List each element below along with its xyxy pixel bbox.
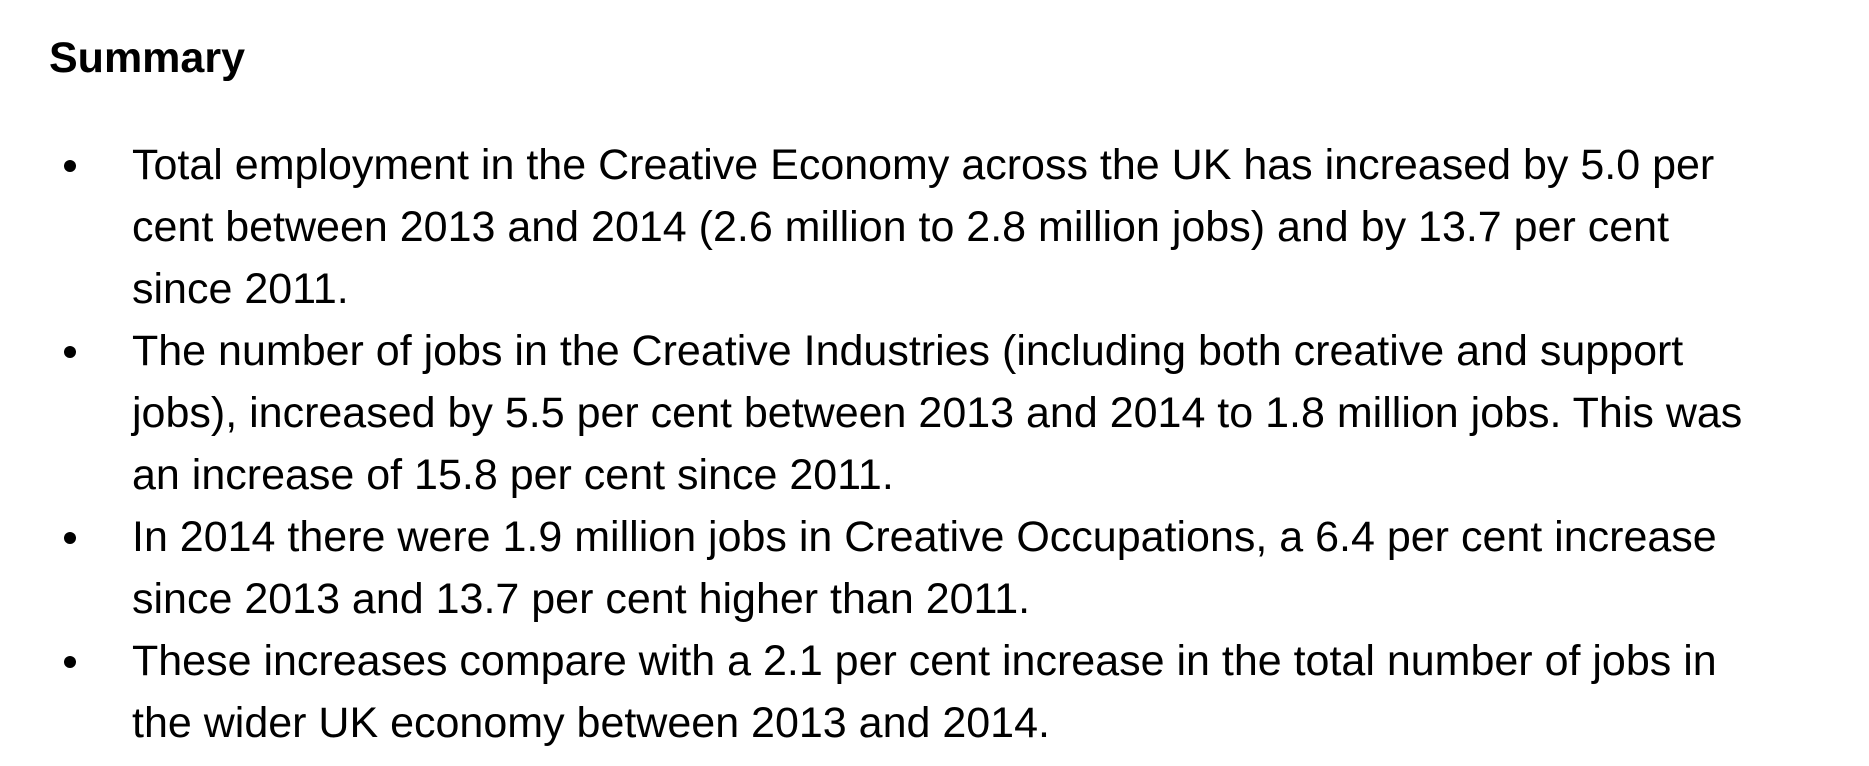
bullet-text-line: The number of jobs in the Creative Industries (including both creative and support	[132, 327, 1684, 375]
bullet-point-icon	[64, 532, 76, 544]
bullet-text-line: since 2011.	[132, 265, 349, 313]
bullet-text-line: In 2014 there were 1.9 million jobs in Creative Occupations, a 6.4 per cent increase	[132, 513, 1717, 561]
bullet-text-line: since 2013 and 13.7 per cent higher than 2011.	[132, 575, 1031, 623]
bullet-item-wider-economy	[0, 630, 1869, 754]
bullet-item-creative-industries	[0, 320, 1869, 506]
bullet-point-icon	[64, 656, 76, 668]
summary-bullet-list	[0, 134, 1869, 754]
summary-heading: Summary	[49, 34, 245, 82]
bullet-item-creative-occupations	[0, 506, 1869, 630]
bullet-item-employment	[0, 134, 1869, 320]
bullet-text-line: jobs), increased by 5.5 per cent between 2013 and 2014 to 1.8 million jobs. This was	[132, 389, 1743, 437]
bullet-text-line: cent between 2013 and 2014 (2.6 million to 2.8 million jobs) and by 13.7 per cent	[132, 203, 1670, 251]
bullet-text-line: an increase of 15.8 per cent since 2011.	[132, 451, 894, 499]
bullet-text-line: These increases compare with a 2.1 per cent increase in the total number of jobs in	[132, 637, 1717, 685]
bullet-point-icon	[64, 346, 76, 358]
bullet-text-line: the wider UK economy between 2013 and 2014.	[132, 699, 1050, 747]
bullet-point-icon	[64, 160, 76, 172]
bullet-text-line: Total employment in the Creative Economy across the UK has increased by 5.0 per	[132, 141, 1715, 189]
